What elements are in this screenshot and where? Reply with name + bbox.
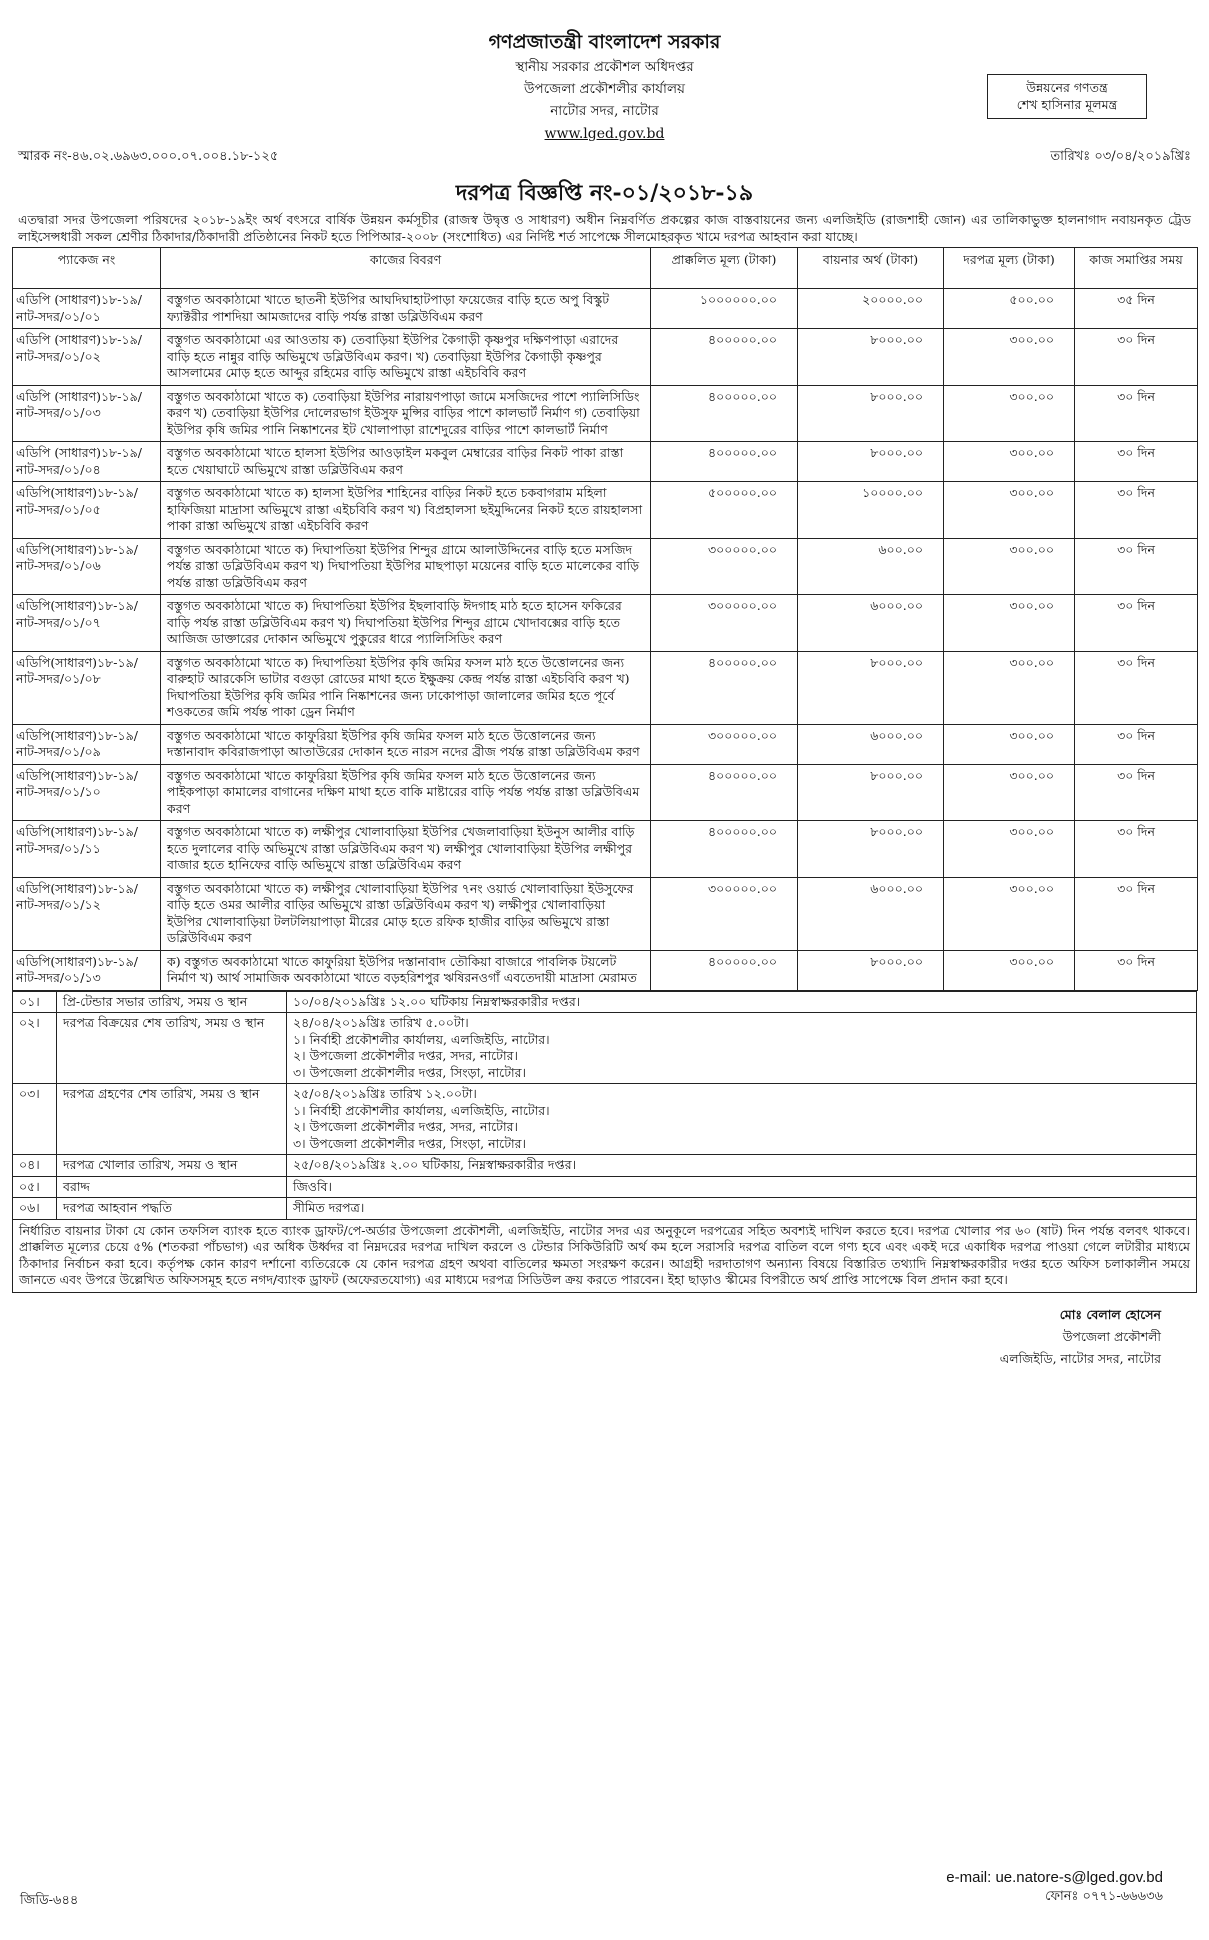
tender-price-cell: ৩০০.০০ <box>944 724 1075 764</box>
info-value-line: ১। নির্বাহী প্রকৌশলীর কার্যালয়, এলজিইডি, নাটোর। <box>293 1102 550 1118</box>
estimated-cost-cell: ৪০০০০০.০০ <box>651 950 798 990</box>
tender-price-cell: ৩০০.০০ <box>944 442 1075 482</box>
info-label: বরাদ্দ <box>57 1176 287 1198</box>
info-row <box>13 1155 1197 1177</box>
estimated-cost-cell: ৩০০০০০.০০ <box>651 877 798 950</box>
package-no-cell: এডিপি (সাধারণ)১৮-১৯/নাট-সদর/০১/০২ <box>13 329 161 386</box>
earnest-money-cell: ২০০০০.০০ <box>798 289 944 329</box>
header-package-no: প্যাকেজ নং <box>13 248 161 289</box>
info-label: প্রি-টেন্ডার সভার তারিখ, সময় ও স্থান <box>57 991 287 1013</box>
estimated-cost-cell: ৫০০০০০.০০ <box>651 482 798 539</box>
estimated-cost-cell: ৪০০০০০.০০ <box>651 821 798 878</box>
terms-paragraph: নির্ধারিত বায়নার টাকা যে কোন তফসিল ব্যাংক হতে ব্যাংক ড্রাফট/পে-অর্ডার উপজেলা প্রকৌশলী, এলজিইডি, নাটোর সদর এর অনুকূলে দরপত্রের সহিত অবশ্যই দাখিল করতে হবে। দরপত্র খোলার পর ৬০ (ষাট) দিন পর্যন্ত বলবৎ থাকবে। প্রাক্কলিত মূল্যের চেয়ে ৫% (শতকরা পাঁচভাগ) এর অধিক উর্ধ্বদর বা নিম্নদরের দরপত্র দাখিল করলে ও টেন্ডার সিকিউরিটি অর্থ কম হলে সরাসরি দরপত্র বাতিল বলে গণ্য হবে এবং একই দরে একাধিক দরপত্র পাওয়া গেলে লটারীর মাধ্যমে ঠিকাদার নির্বাচন করা হবে। কর্তৃপক্ষ কোন কারণ দর্শানো ব্যতিরেকে যে কোন দরপত্র গ্রহণ অথবা বাতিলের ক্ষমতা সংরক্ষণ করেন। আগ্রহী দরদাতাগণ অন্যান্য বিষয়ে বিস্তারিত তথ্যাদি নিম্নস্বাক্ষরকারীর দপ্তর হতে অফিস চলাকালীন সময়ে জানতে এবং উপরে উল্লেখিত অফিসসমূহ হতে নগদ/ব্যাংক ড্রাফট (অফেরতযোগ্য) এর মাধ্যমে দরপত্র সিডিউল ক্রয় করতে পারবেন। ইহা ছাড়াও স্কীমের বিপরীতে অর্থ প্রাপ্তি সাপেক্ষে বিল প্রদান করা হবে। <box>12 1220 1197 1293</box>
info-label: দরপত্র খোলার তারিখ, সময় ও স্থান <box>57 1155 287 1177</box>
info-number: ০১। <box>13 991 57 1013</box>
info-number: ০৪। <box>13 1155 57 1177</box>
info-value-line: ৩। উপজেলা প্রকৌশলীর দপ্তর, সিংড়া, নাটোর। <box>293 1064 526 1080</box>
info-label: দরপত্র আহবান পদ্ধতি <box>57 1198 287 1220</box>
description-cell: বস্তুগত অবকাঠামো খাতে ক) হালসা ইউপির শাহিনের বাড়ির নিকট হতে চকবাগরাম মহিলা হাফিজিয়া মাদ্রাসা অভিমুখে রাস্তা এইচবিবি করণ খ) বিপ্রহালসা ছইমুদ্দিনের নিকট হতে রায়হালসা পাকা রাস্তা অভিমুখে রাস্তা এইচবিবি করণ <box>161 482 651 539</box>
description-cell: বস্তুগত অবকাঠামো খাতে ক) দিঘাপতিয়া ইউপির কৃষি জমির ফসল মাঠ হতে উত্তোলনের জন্য বারুহাট আরকেসি ভাটার বগুড়া রোডের মাথা হতে ইক্ষুক্রয় কেন্দ্র পর্যন্ত রাস্তা এইচবিবি করণ খ) দিঘাপতিয়া ইউপির কৃষি জমির পানি নিষ্কাশনের জন্য ঢাকোপাড়া জালালের জমির হতে পূর্বে শওকতের জমি পর্যন্ত পাকা ড্রেন নির্মাণ <box>161 651 651 724</box>
earnest-money-cell: ৮০০০.০০ <box>798 651 944 724</box>
table-row <box>13 385 1198 442</box>
description-cell: বস্তুগত অবকাঠামো খাতে ক) দিঘাপতিয়া ইউপির ইছলাবাড়ি ঈদগাহ মাঠ হতে হাসেন ফকিরের বাড়ি পর্যন্ত রাস্তা ডব্লিউবিএম করণ খ) দিঘাপতিয়া ইউপির শিন্দুর গ্রামে খোদাবক্সের বাড়ি হতে আজিজ ডাক্তারের দোকান অভিমুখে পুকুরের ধারে প্যালিসিডিং করণ <box>161 595 651 652</box>
tender-price-cell: ৩০০.০০ <box>944 950 1075 990</box>
description-cell: বস্তুগত অবকাঠামো খাতে ক) তেবাড়িয়া ইউপির নারায়ণপাড়া জামে মসজিদের পাশে প্যালিসিডিং করণ খ) তেবাড়িয়া ইউপির দোলেরভাগ ইউসুফ মুন্সির বাড়ির পাশে কালভার্ট নির্মাণ গ) তেবাড়িয়া ইউপির কৃষি জমির পানি নিষ্কাশনের ইট খোলাপাড়া রাশেদুরের বাড়ির পাশে কালভার্ট নির্মাণ <box>161 385 651 442</box>
info-number: ০৫। <box>13 1176 57 1198</box>
estimated-cost-cell: ৪০০০০০.০০ <box>651 385 798 442</box>
earnest-money-cell: ৮০০০.০০ <box>798 442 944 482</box>
info-value-line: ২৫/০৪/২০১৯খ্রিঃ ২.০০ ঘটিকায়, নিম্নস্বাক্ষরকারীর দপ্তর। <box>293 1157 577 1173</box>
tender-info-table <box>12 991 1197 1220</box>
info-value-line: ২। উপজেলা প্রকৌশলীর দপ্তর, সদর, নাটোর। <box>293 1119 518 1135</box>
info-value <box>287 991 1197 1013</box>
notice-date: তারিখঃ ০৩/০৪/২০১৯খ্রিঃ <box>1050 149 1191 164</box>
info-value-line: জিওবি। <box>293 1178 332 1194</box>
estimated-cost-cell: ৪০০০০০.০০ <box>651 764 798 821</box>
completion-time-cell: ৩০ দিন <box>1075 442 1198 482</box>
table-header-row <box>13 248 1198 289</box>
signatory-name: মোঃ বেলাল হোসেন <box>1059 1306 1161 1322</box>
government-title: গণপ্রজাতন্ত্রী বাংলাদেশ সরকার <box>488 31 721 53</box>
info-value <box>287 1198 1197 1220</box>
earnest-money-cell: ৮০০০.০০ <box>798 764 944 821</box>
earnest-money-cell: ৬০০.০০ <box>798 538 944 595</box>
info-value-line: ১। নির্বাহী প্রকৌশলীর কার্যালয়, এলজিইডি, নাটোর। <box>293 1031 550 1047</box>
package-no-cell: এডিপি (সাধারণ)১৮-১৯/নাট-সদর/০১/০৩ <box>13 385 161 442</box>
description-cell: বস্তুগত অবকাঠামো খাতে কাফুরিয়া ইউপির কৃষি জমির ফসল মাঠ হতে উত্তোলনের জন্য পাইকপাড়া কামালের বাগানের দক্ষিণ মাথা হতে বাকি মাষ্টারের বাড়ি পর্যন্ত পর্যন্ত রাস্তা ডব্লিউবিএম করণ <box>161 764 651 821</box>
info-label: দরপত্র গ্রহণের শেষ তারিখ, সময় ও স্থান <box>57 1084 287 1155</box>
description-cell: বস্তুগত অবকাঠামো খাতে ক) লক্ষীপুর খোলাবাড়িয়া ইউপির ৭নং ওয়ার্ড খোলাবাড়িয়া ইউসুফের বাড়ি হতে ওমর আলীর বাড়ির অভিমুখে রাস্তা ডব্লিউবিএম করণ খ) লক্ষীপুর খোলাবাড়িয়া ইউপির খোলাবাড়িয়া টলটলিয়াপাড়া মীরের মোড় হতে রফিক হাজীর বাড়ির অভিমুখে রাস্তা ডব্লিউবিএম করণ <box>161 877 651 950</box>
signatory-office: এলজিইডি, নাটোর সদর, নাটোর <box>999 1350 1161 1366</box>
table-row <box>13 821 1198 878</box>
estimated-cost-cell: ৪০০০০০.০০ <box>651 442 798 482</box>
completion-time-cell: ৩০ দিন <box>1075 538 1198 595</box>
table-row <box>13 651 1198 724</box>
letterhead <box>12 0 1197 152</box>
earnest-money-cell: ৬০০০.০০ <box>798 595 944 652</box>
tender-price-cell: ৩০০.০০ <box>944 538 1075 595</box>
completion-time-cell: ৩০ দিন <box>1075 329 1198 386</box>
package-no-cell: এডিপি(সাধারণ)১৮-১৯/নাট-সদর/০১/০৭ <box>13 595 161 652</box>
info-number: ০২। <box>13 1013 57 1084</box>
contact-block <box>946 1868 1163 1905</box>
info-row <box>13 991 1197 1013</box>
signatory-designation: উপজেলা প্রকৌশলী <box>1062 1329 1161 1345</box>
earnest-money-cell: ৮০০০.০০ <box>798 821 944 878</box>
earnest-money-cell: ৬০০০.০০ <box>798 877 944 950</box>
info-value-line: ২। উপজেলা প্রকৌশলীর দপ্তর, সদর, নাটোর। <box>293 1048 518 1064</box>
info-row <box>13 1013 1197 1084</box>
earnest-money-cell: ৮০০০.০০ <box>798 950 944 990</box>
slogan-line-1: উন্নয়নের গণতন্ত্র <box>1026 80 1108 95</box>
table-row <box>13 482 1198 539</box>
info-row <box>13 1198 1197 1220</box>
tender-price-cell: ৩০০.০০ <box>944 764 1075 821</box>
tender-price-cell: ৩০০.০০ <box>944 329 1075 386</box>
header-completion-time: কাজ সমাপ্তির সময় <box>1075 248 1198 289</box>
table-row <box>13 538 1198 595</box>
estimated-cost-cell: ৩০০০০০.০০ <box>651 595 798 652</box>
table-row <box>13 442 1198 482</box>
earnest-money-cell: ৬০০০.০০ <box>798 724 944 764</box>
tender-price-cell: ৩০০.০০ <box>944 385 1075 442</box>
completion-time-cell: ৩০ দিন <box>1075 877 1198 950</box>
tender-price-cell: ৫০০.০০ <box>944 289 1075 329</box>
estimated-cost-cell: ১০০০০০০.০০ <box>651 289 798 329</box>
estimated-cost-cell: ৪০০০০০.০০ <box>651 651 798 724</box>
slogan-box <box>987 74 1147 119</box>
package-no-cell: এডিপি (সাধারণ)১৮-১৯/নাট-সদর/০১/০৪ <box>13 442 161 482</box>
completion-time-cell: ৩০ দিন <box>1075 950 1198 990</box>
table-row <box>13 764 1198 821</box>
tender-price-cell: ৩০০.০০ <box>944 595 1075 652</box>
contact-email[interactable]: e-mail: ue.natore-s@lged.gov.bd <box>946 1869 1163 1886</box>
completion-time-cell: ৩০ দিন <box>1075 821 1198 878</box>
tender-price-cell: ৩০০.০০ <box>944 821 1075 878</box>
header-description: কাজের বিবরণ <box>161 248 651 289</box>
office-name: উপজেলা প্রকৌশলীর কার্যালয় <box>524 80 685 97</box>
header-estimated-cost: প্রাক্কলিত মূল্য (টাকা) <box>651 248 798 289</box>
tender-price-cell: ৩০০.০০ <box>944 482 1075 539</box>
package-no-cell: এডিপি (সাধারণ)১৮-১৯/নাট-সদর/০১/০১ <box>13 289 161 329</box>
info-value-line: ২৫/০৪/২০১৯খ্রিঃ তারিখ ১২.০০টা। <box>293 1086 477 1102</box>
header-tender-price: দরপত্র মূল্য (টাকা) <box>944 248 1075 289</box>
table-row <box>13 329 1198 386</box>
info-value-line: ২৪/০৪/২০১৯খ্রিঃ তারিখ ৫.০০টা। <box>293 1015 469 1031</box>
contact-phone: ফোনঃ ০৭৭১-৬৬৬৩৬ <box>1045 1888 1163 1904</box>
description-cell: বস্তুগত অবকাঠামো খাতে ক) লক্ষীপুর খোলাবাড়িয়া ইউপির খেজলাবাড়িয়া ইউনুস আলীর বাড়ি হতে দুলালের বাড়ি অভিমুখে রাস্তা ডব্লিউবিএম করণ খ) লক্ষীপুর খোলাবাড়িয়া ইউপির লক্ষীপুর বাজার হতে হানিফের বাড়ি অভিমুখে রাস্তা ডব্লিউবিএম করণ <box>161 821 651 878</box>
table-row <box>13 595 1198 652</box>
notice-title: দরপত্র বিজ্ঞপ্তি নং-০১/২০১৮-১৯ <box>455 180 754 207</box>
info-value-line: সীমিত দরপত্র। <box>293 1200 365 1216</box>
table-row <box>13 877 1198 950</box>
earnest-money-cell: ৮০০০.০০ <box>798 385 944 442</box>
completion-time-cell: ৩০ দিন <box>1075 482 1198 539</box>
intro-paragraph: এতদ্বারা সদর উপজেলা পরিষদের ২০১৮-১৯ইং অর্থ বৎসরে বার্ষিক উন্নয়ন কর্মসূচীর (রাজস্ব উদ্বৃত্ত ও সাধারণ) অধীন নিম্নবর্ণিত প্রকল্পের কাজ বাস্তবায়নের জন্য এলজিইডি (রাজশাহী জোন) এর তালিকাভুক্ত হালনাগাদ নবায়নকৃত ট্রেড লাইসেন্সধারী সকল শ্রেণীর ঠিকাদার/ঠিকাদারী প্রতিষ্ঠানের নিকট হতে পিপিআর-২০০৮ (সংশোধিত) এর নির্দিষ্ট শর্ত সাপেক্ষে সীলমোহরকৃত খামে দরপত্র আহবান করা যাচ্ছে। <box>18 212 1191 244</box>
description-cell: বস্তুগত অবকাঠামো খাতে হালসা ইউপির আওড়াইল মকবুল মেম্বারের বাড়ির নিকট পাকা রাস্তা হতে খেয়াঘাটে অভিমুখে রাস্তা ডব্লিউবিএম করণ <box>161 442 651 482</box>
estimated-cost-cell: ৩০০০০০.০০ <box>651 724 798 764</box>
info-label: দরপত্র বিক্রয়ের শেষ তারিখ, সময় ও স্থান <box>57 1013 287 1084</box>
works-table <box>12 247 1198 991</box>
earnest-money-cell: ৮০০০.০০ <box>798 329 944 386</box>
estimated-cost-cell: ৩০০০০০.০০ <box>651 538 798 595</box>
completion-time-cell: ৩০ দিন <box>1075 651 1198 724</box>
description-cell: বস্তুগত অবকাঠামো খাতে ক) দিঘাপতিয়া ইউপির শিন্দুর গ্রামে আলাউদ্দিনের বাড়ি হতে মসজিদ পর্যন্ত রাস্তা ডব্লিউবিএম করণ খ) দিঘাপতিয়া ইউপির মাছপাড়া ময়েনের বাড়ি হতে মালেকের বাড়ি পর্যন্ত রাস্তা ডব্লিউবিএম করণ <box>161 538 651 595</box>
info-row <box>13 1084 1197 1155</box>
completion-time-cell: ৩০ দিন <box>1075 724 1198 764</box>
description-cell: ক) বস্তুগত অবকাঠামো খাতে কাফুরিয়া ইউপির দস্তানাবাদ তৌকিয়া বাজারে পাবলিক টয়লেট নির্মাণ খ) আর্থ সামাজিক অবকাঠামো খাতে বড়হরিশপুর ঋষিরনওগাঁ এবতেদায়ী মাদ্রাসা মেরামত <box>161 950 651 990</box>
info-value <box>287 1155 1197 1177</box>
completion-time-cell: ৩০ দিন <box>1075 385 1198 442</box>
package-no-cell: এডিপি(সাধারণ)১৮-১৯/নাট-সদর/০১/০৮ <box>13 651 161 724</box>
info-number: ০৬। <box>13 1198 57 1220</box>
package-no-cell: এডিপি(সাধারণ)১৮-১৯/নাট-সদর/০১/১২ <box>13 877 161 950</box>
package-no-cell: এডিপি(সাধারণ)১৮-১৯/নাট-সদর/০১/০৫ <box>13 482 161 539</box>
description-cell: বস্তুগত অবকাঠামো এর আওতায় ক) তেবাড়িয়া ইউপির কৈগাড়ী কৃষ্ণপুর দক্ষিণপাড়া এরাদের বাড়ি হতে নান্নুর বাড়ি অভিমুখে ডব্লিউবিএম করণ। খ) তেবাড়িয়া ইউপির কৈগাড়ী কৃষ্ণপুর আসলামের মোড় হতে আব্দুর রহিমের বাড়ি অভিমুখে রাস্তা এইচবিবি করণ <box>161 329 651 386</box>
info-value <box>287 1084 1197 1155</box>
package-no-cell: এডিপি(সাধারণ)১৮-১৯/নাট-সদর/০১/১৩ <box>13 950 161 990</box>
header-earnest-money: বায়নার অর্থ (টাকা) <box>798 248 944 289</box>
tender-price-cell: ৩০০.০০ <box>944 877 1075 950</box>
table-row <box>13 289 1198 329</box>
completion-time-cell: ৩০ দিন <box>1075 764 1198 821</box>
description-cell: বস্তুগত অবকাঠামো খাতে কাফুরিয়া ইউপির কৃষি জমির ফসল মাঠ হতে উত্তোলনের জন্য দস্তানাবাদ কবিরাজপাড়া আতাউরের দোকান হতে নারস নদের ব্রীজ পর্যন্ত রাস্তা ডব্লিউবিএম করণ <box>161 724 651 764</box>
table-row <box>13 950 1198 990</box>
package-no-cell: এডিপি(সাধারণ)১৮-১৯/নাট-সদর/০১/০৬ <box>13 538 161 595</box>
tender-price-cell: ৩০০.০০ <box>944 651 1075 724</box>
slogan-line-2: শেখ হাসিনার মূলমন্ত্র <box>1016 96 1118 112</box>
package-no-cell: এডিপি(সাধারণ)১৮-১৯/নাট-সদর/০১/১১ <box>13 821 161 878</box>
info-row <box>13 1176 1197 1198</box>
estimated-cost-cell: ৪০০০০০.০০ <box>651 329 798 386</box>
gd-number: জিডি-৬৪৪ <box>20 1893 79 1908</box>
package-no-cell: এডিপি(সাধারণ)১৮-১৯/নাট-সদর/০১/১০ <box>13 764 161 821</box>
office-location: নাটোর সদর, নাটোর <box>550 102 659 119</box>
signature-block <box>12 1307 1197 1368</box>
department-name: স্থানীয় সরকার প্রকৌশল অধিদপ্তর <box>515 59 694 76</box>
earnest-money-cell: ১০০০০.০০ <box>798 482 944 539</box>
info-value <box>287 1013 1197 1084</box>
info-value-line: ৩। উপজেলা প্রকৌশলীর দপ্তর, সিংড়া, নাটোর। <box>293 1135 526 1151</box>
info-value-line: ১০/০৪/২০১৯খ্রিঃ ১২.০০ ঘটিকায় নিম্নস্বাক্ষরকারীর দপ্তর। <box>293 993 581 1009</box>
completion-time-cell: ৩৫ দিন <box>1075 289 1198 329</box>
website-link[interactable]: www.lged.gov.bd <box>544 125 665 142</box>
info-value <box>287 1176 1197 1198</box>
table-row <box>13 724 1198 764</box>
completion-time-cell: ৩০ দিন <box>1075 595 1198 652</box>
description-cell: বস্তুগত অবকাঠামো খাতে ছাতনী ইউপির আঘদিঘাহাটপাড়া ফয়েজের বাড়ি হতে অপু বিস্কুট ফ্যাক্টরীর পাশদিয়া আমজাদের বাড়ি পর্যন্ত রাস্তা ডব্লিউবিএম করণ <box>161 289 651 329</box>
package-no-cell: এডিপি(সাধারণ)১৮-১৯/নাট-সদর/০১/০৯ <box>13 724 161 764</box>
info-number: ০৩। <box>13 1084 57 1155</box>
memo-number: স্মারক নং-৪৬.০২.৬৯৬৩.০০০.০৭.০০৪.১৮-১২৫ <box>18 149 279 164</box>
